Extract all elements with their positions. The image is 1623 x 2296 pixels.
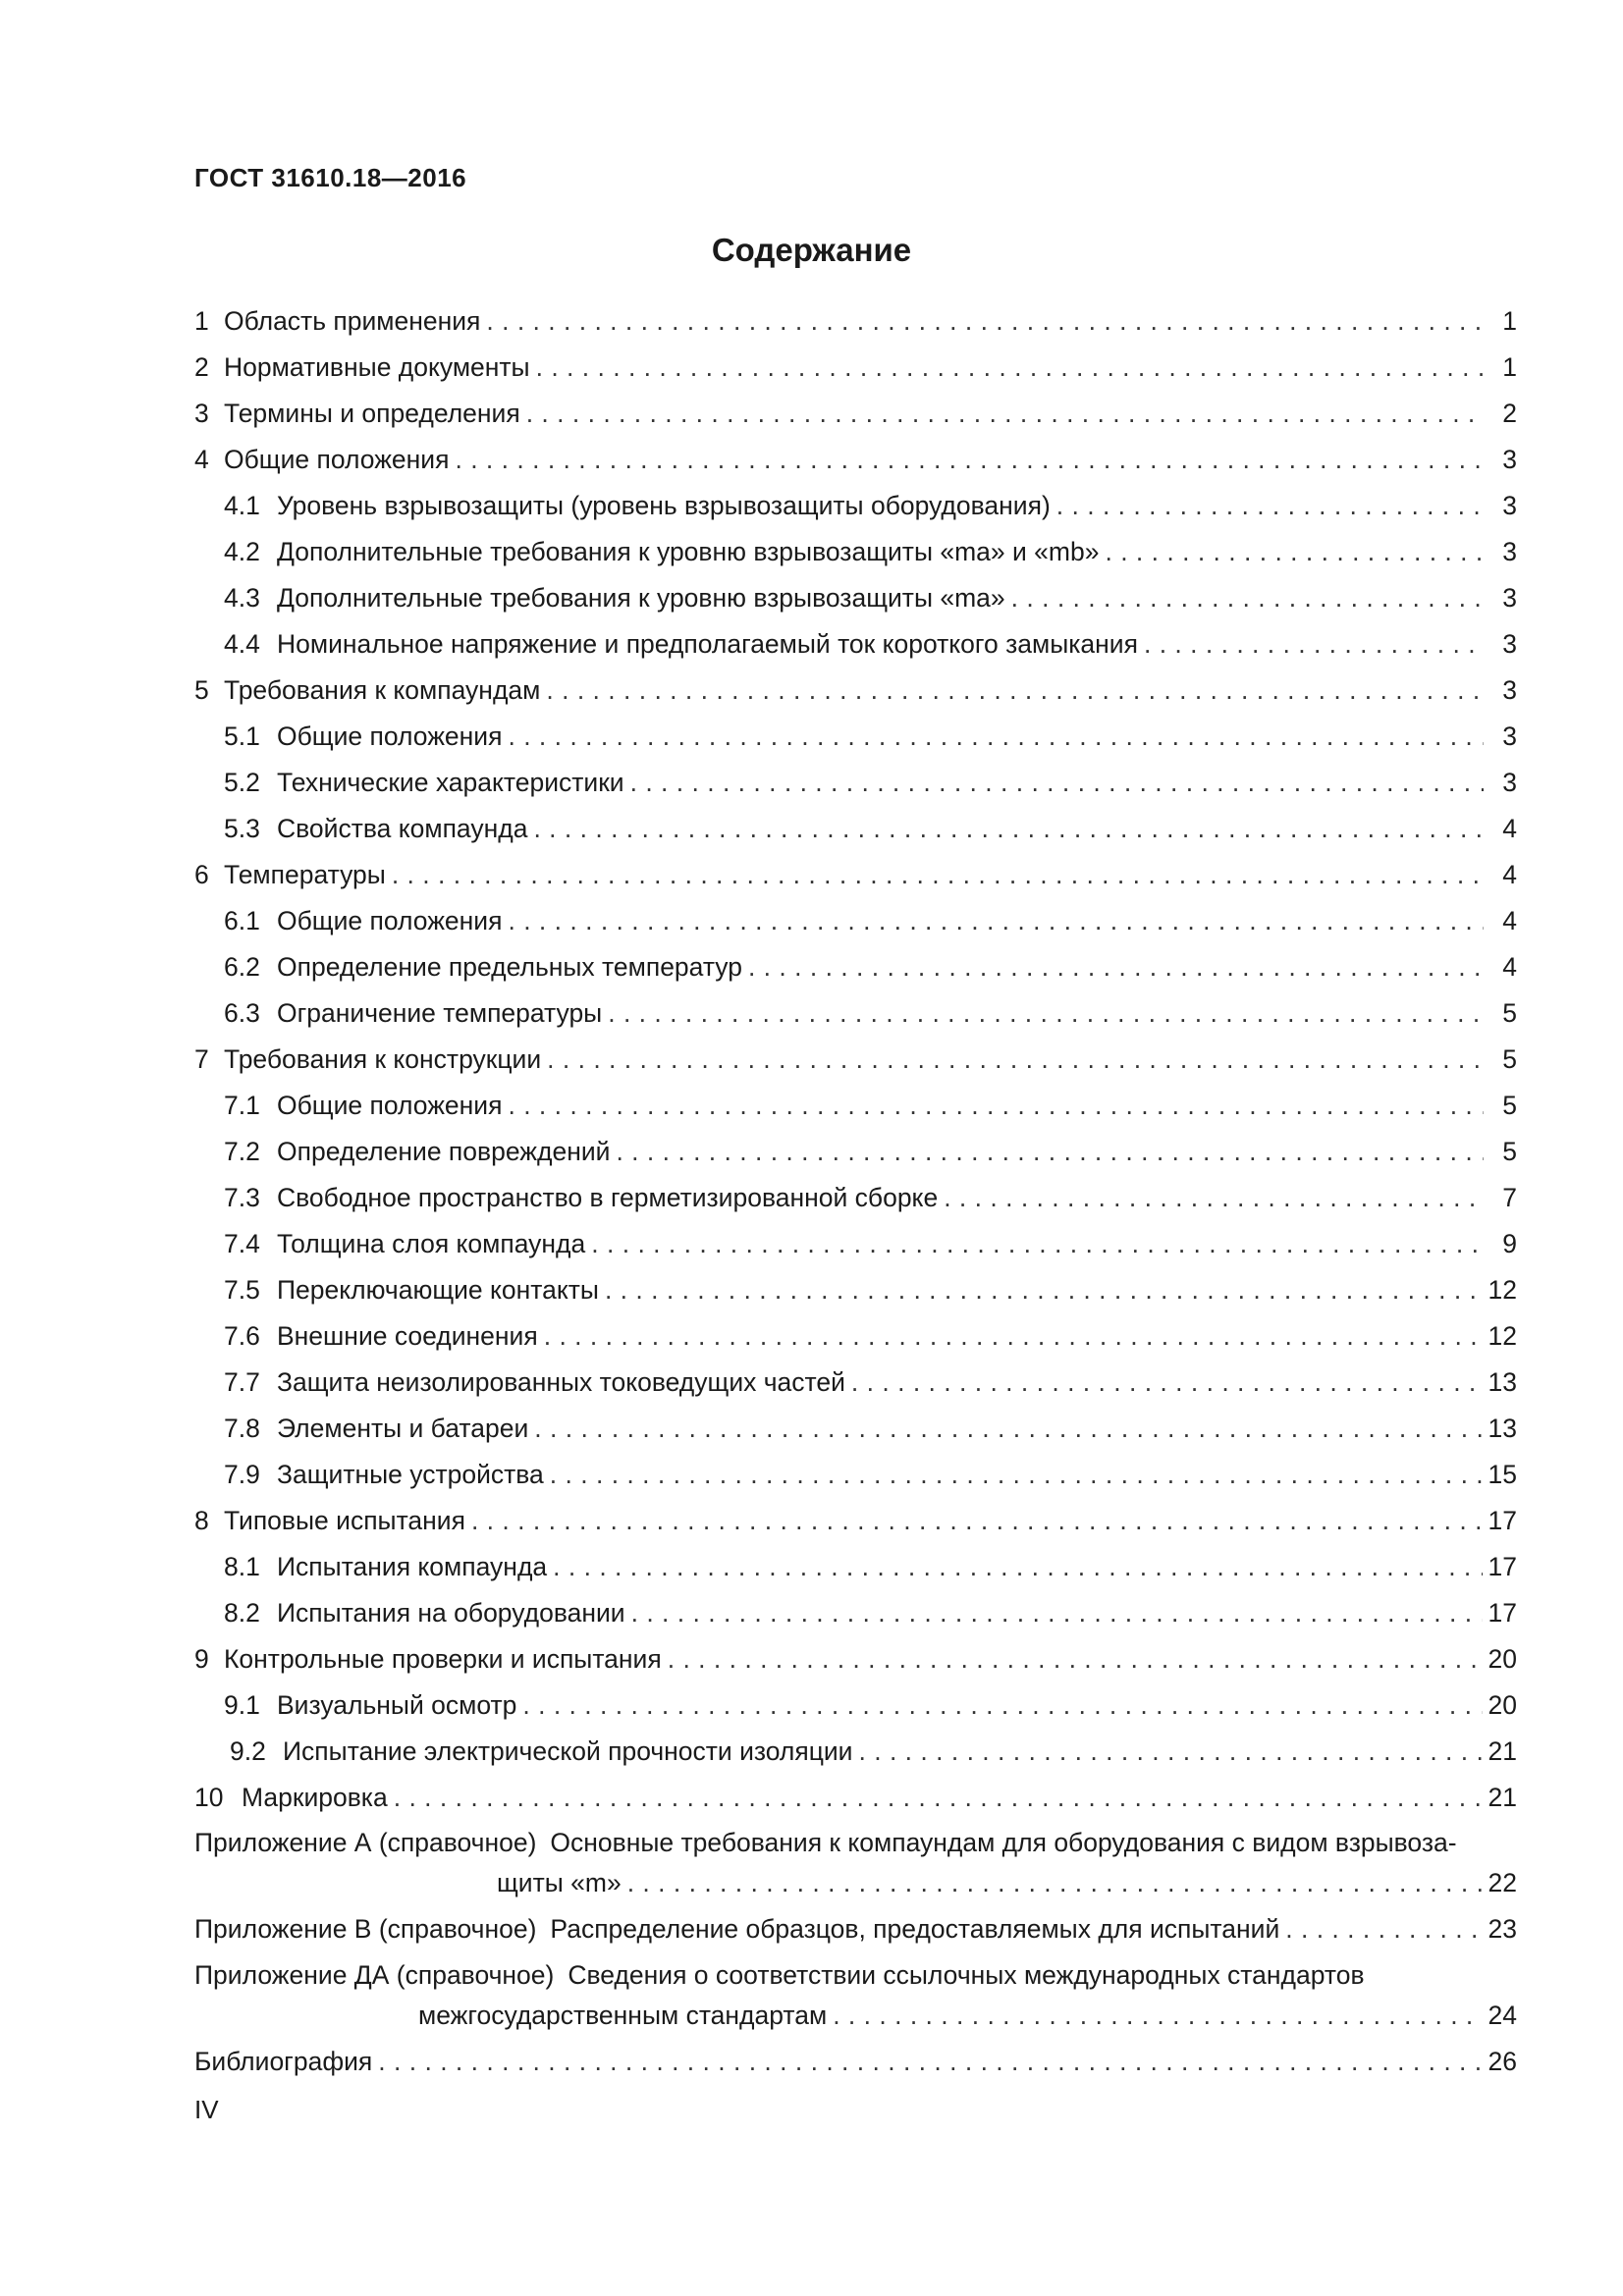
toc-label: Температуры: [224, 860, 386, 889]
toc-label: Контрольные проверки и испытания: [224, 1644, 662, 1674]
toc-row[interactable]: [194, 529, 1517, 575]
toc-label: Защита неизолированных токоведущих частей: [277, 1367, 845, 1397]
toc-row[interactable]: [194, 345, 1517, 391]
toc-page-number: 21: [1488, 1783, 1517, 1812]
toc-leader-dots: [944, 1175, 1484, 1221]
appendix-title: Распределение образцов, предоставляемых для испытаний: [550, 1914, 1280, 1944]
toc-rows: [194, 298, 1517, 1821]
toc-number: 7.2: [224, 1137, 260, 1166]
toc-number: 8: [194, 1506, 209, 1535]
toc-page-number: 17: [1488, 1552, 1517, 1581]
toc-leader-dots: [748, 944, 1484, 990]
toc-label: Испытания компаунда: [277, 1552, 548, 1581]
toc-leader-dots: [553, 1544, 1482, 1590]
toc-row[interactable]: [194, 1406, 1517, 1452]
toc-leader-dots: [392, 852, 1484, 898]
toc-page-number: 3: [1502, 768, 1517, 797]
toc-number: 4.4: [224, 629, 260, 659]
toc-number: 6.2: [224, 952, 260, 982]
toc-page-number: 17: [1488, 1506, 1517, 1535]
toc-number: 6.1: [224, 906, 260, 935]
toc-page-number: 5: [1502, 1091, 1517, 1120]
toc-label: Внешние соединения: [277, 1321, 538, 1351]
toc-number: 9: [194, 1644, 209, 1674]
toc-page-number: 1: [1502, 306, 1517, 336]
toc-number: 9.2: [230, 1736, 266, 1766]
appendix-prefix: Приложение А (справочное): [194, 1828, 537, 1857]
toc-leader-dots: [550, 1452, 1483, 1498]
toc-page-number: 2: [1502, 399, 1517, 428]
toc-page-number: 3: [1502, 629, 1517, 659]
toc-row[interactable]: [194, 1313, 1517, 1360]
appendix-title-cont: межгосударственным стандартам: [418, 2001, 828, 2030]
toc-number: 7.6: [224, 1321, 260, 1351]
toc-row[interactable]: [194, 1636, 1517, 1682]
toc-page-number: 9: [1502, 1229, 1517, 1258]
toc-leader-dots: [1056, 483, 1484, 529]
toc-number: 9.1: [224, 1690, 260, 1720]
toc-label: Свободное пространство в герметизированной сборке: [277, 1183, 939, 1212]
toc-page-number: 23: [1488, 1914, 1517, 1944]
toc-number: 5.1: [224, 721, 260, 751]
toc-number: 5.3: [224, 814, 260, 843]
toc-row[interactable]: [194, 1037, 1517, 1083]
toc-page-number: 1: [1502, 352, 1517, 382]
toc-label: Переключающие контакты: [277, 1275, 599, 1305]
toc-leader-dots: [631, 1590, 1483, 1636]
toc-row[interactable]: [194, 944, 1517, 990]
toc-row[interactable]: [194, 1729, 1517, 1775]
toc-label: Ограничение температуры: [277, 998, 603, 1028]
toc-row[interactable]: [194, 898, 1517, 944]
toc-page-number: 3: [1502, 537, 1517, 566]
toc-number: 10: [194, 1783, 224, 1812]
toc-leader-dots: [859, 1729, 1483, 1775]
toc-label: Библиография: [194, 2047, 373, 2076]
toc-row[interactable]: [194, 667, 1517, 714]
toc-row[interactable]: [194, 852, 1517, 898]
toc-page-number: 20: [1488, 1690, 1517, 1720]
toc-page-number: 26: [1488, 2047, 1517, 2076]
toc-row[interactable]: [194, 1590, 1517, 1636]
toc-page-number: 13: [1488, 1367, 1517, 1397]
toc-page-number: 12: [1488, 1321, 1517, 1351]
toc-row-appendix[interactable]: [194, 1955, 1517, 2036]
toc-number: 3: [194, 399, 209, 428]
toc-leader-dots: [608, 990, 1484, 1037]
toc-row[interactable]: [194, 1175, 1517, 1221]
toc-page-number: 3: [1502, 491, 1517, 520]
toc-row[interactable]: [194, 1544, 1517, 1590]
toc-label: Определение предельных температур: [277, 952, 742, 982]
toc-leader-dots: [486, 298, 1484, 345]
toc-leader-dots: [536, 345, 1484, 391]
toc-row[interactable]: [194, 483, 1517, 529]
toc-leader-dots: [851, 1360, 1483, 1406]
toc-leader-dots: [546, 667, 1484, 714]
toc-number: 8.1: [224, 1552, 260, 1581]
toc-number: 7.1: [224, 1091, 260, 1120]
toc-page-number: 3: [1502, 721, 1517, 751]
toc-number: 7.3: [224, 1183, 260, 1212]
toc-leader-dots: [534, 1406, 1482, 1452]
toc-page-number: 15: [1488, 1460, 1517, 1489]
toc-row-appendix[interactable]: [194, 1823, 1517, 1903]
toc-label: Элементы и батареи: [277, 1414, 529, 1443]
toc-page-number: 5: [1502, 1137, 1517, 1166]
toc-page-number: 7: [1502, 1183, 1517, 1212]
toc-label: Термины и определения: [224, 399, 520, 428]
toc-label: Уровень взрывозащиты (уровень взрывозащиты оборудования): [277, 491, 1051, 520]
toc-leader-dots: [378, 2039, 1482, 2085]
toc-row[interactable]: [194, 990, 1517, 1037]
toc-row[interactable]: [194, 1129, 1517, 1175]
toc-label: Испытания на оборудовании: [277, 1598, 625, 1628]
toc-leader-dots: [508, 898, 1484, 944]
toc-number: 6: [194, 860, 209, 889]
toc-number: 6.3: [224, 998, 260, 1028]
toc-label: Номинальное напряжение и предполагаемый ток короткого замыкания: [277, 629, 1138, 659]
toc-page-number: 22: [1488, 1868, 1517, 1897]
toc-page-number: 12: [1488, 1275, 1517, 1305]
toc-page-number: 13: [1488, 1414, 1517, 1443]
toc-leader-dots: [605, 1267, 1483, 1313]
toc-page-number: 4: [1502, 952, 1517, 982]
toc-page-number: 20: [1488, 1644, 1517, 1674]
toc-leader-dots: [616, 1129, 1484, 1175]
toc-number: 2: [194, 352, 209, 382]
toc-number: 7.4: [224, 1229, 260, 1258]
toc-row-appendix[interactable]: [194, 1906, 1517, 1952]
toc-label: Свойства компаунда: [277, 814, 528, 843]
toc-leader-dots: [508, 714, 1484, 760]
toc-row[interactable]: [194, 1452, 1517, 1498]
toc-leader-dots: [522, 1682, 1482, 1729]
toc-row[interactable]: [194, 714, 1517, 760]
toc-label: Определение повреждений: [277, 1137, 611, 1166]
toc-label: Технические характеристики: [277, 768, 624, 797]
toc-number: 7.5: [224, 1275, 260, 1305]
toc-number: 4.1: [224, 491, 260, 520]
toc-label: Дополнительные требования к уровню взрывозащиты «ma» и «mb»: [277, 537, 1100, 566]
toc-number: 4.3: [224, 583, 260, 613]
toc-number: 7: [194, 1044, 209, 1074]
toc-page-number: 4: [1502, 814, 1517, 843]
toc-label: Защитные устройства: [277, 1460, 544, 1489]
toc-leader-dots: [394, 1775, 1483, 1821]
toc-leader-dots: [833, 1996, 1482, 2036]
toc-page-number: 5: [1502, 998, 1517, 1028]
toc-label: Общие положения: [277, 721, 503, 751]
toc-label: Требования к компаундам: [224, 675, 541, 705]
toc-leader-dots: [455, 437, 1484, 483]
toc-label: Маркировка: [242, 1783, 388, 1812]
toc-leader-dots: [1144, 621, 1484, 667]
toc-leader-dots: [1011, 575, 1484, 621]
appendix-rows: [194, 1823, 1517, 2036]
toc-page-number: 3: [1502, 675, 1517, 705]
page-title: Содержание: [711, 232, 912, 268]
toc-label: Требования к конструкции: [224, 1044, 542, 1074]
toc-row[interactable]: [194, 298, 1517, 345]
toc-label: Визуальный осмотр: [277, 1690, 517, 1720]
toc-leader-dots: [1285, 1906, 1482, 1952]
document-code: ГОСТ 31610.18—2016: [194, 163, 467, 192]
toc-leader-dots: [508, 1083, 1484, 1129]
toc-page-number: 4: [1502, 860, 1517, 889]
toc-label: Толщина слоя компаунда: [277, 1229, 586, 1258]
toc-label: Дополнительные требования к уровню взрывозащиты «ma»: [277, 583, 1005, 613]
page-number-footer: IV: [194, 2095, 219, 2124]
toc-leader-dots: [544, 1313, 1483, 1360]
toc-row[interactable]: [194, 575, 1517, 621]
toc-number: 4: [194, 445, 209, 474]
toc-label: Типовые испытания: [224, 1506, 465, 1535]
toc-row[interactable]: [194, 1267, 1517, 1313]
toc-leader-dots: [627, 1863, 1483, 1903]
toc-row[interactable]: [194, 760, 1517, 806]
toc-row[interactable]: [194, 1682, 1517, 1729]
toc-row[interactable]: [194, 437, 1517, 483]
toc-row[interactable]: [194, 1498, 1517, 1544]
toc-row[interactable]: [194, 806, 1517, 852]
toc-number: 1: [194, 306, 209, 336]
toc-label: Область применения: [224, 306, 481, 336]
toc-label: Нормативные документы: [224, 352, 530, 382]
toc-number: 4.2: [224, 537, 260, 566]
toc-page-number: 17: [1488, 1598, 1517, 1628]
toc-number: 7.7: [224, 1367, 260, 1397]
toc-number: 7.8: [224, 1414, 260, 1443]
appendix-title: Основные требования к компаундам для оборудования с видом взрывоза-: [550, 1828, 1457, 1857]
appendix-title-cont: щиты «m»: [497, 1868, 622, 1897]
toc-leader-dots: [1105, 529, 1484, 575]
toc-page-number: 24: [1488, 2001, 1517, 2030]
toc-row[interactable]: [194, 1221, 1517, 1267]
toc-page-number: 5: [1502, 1044, 1517, 1074]
toc-row[interactable]: [194, 1083, 1517, 1129]
toc-page-number: 3: [1502, 583, 1517, 613]
appendix-prefix: Приложение В (справочное): [194, 1914, 537, 1944]
toc-leader-dots: [471, 1498, 1483, 1544]
toc-number: 5.2: [224, 768, 260, 797]
toc-leader-dots: [630, 760, 1484, 806]
table-of-contents: [194, 298, 1517, 2085]
toc-row-bibliography[interactable]: [194, 2039, 1517, 2085]
toc-number: 7.9: [224, 1460, 260, 1489]
toc-leader-dots: [526, 391, 1484, 437]
toc-page-number: 21: [1488, 1736, 1517, 1766]
toc-page-number: 4: [1502, 906, 1517, 935]
appendix-prefix: Приложение ДА (справочное): [194, 1960, 555, 1990]
toc-number: 8.2: [224, 1598, 260, 1628]
toc-row[interactable]: [194, 1775, 1517, 1821]
toc-leader-dots: [591, 1221, 1484, 1267]
toc-number: 5: [194, 675, 209, 705]
toc-row[interactable]: [194, 621, 1517, 667]
toc-label: Общие положения: [277, 906, 503, 935]
toc-leader-dots: [668, 1636, 1483, 1682]
toc-row[interactable]: [194, 1360, 1517, 1406]
toc-label: Общие положения: [277, 1091, 503, 1120]
toc-row[interactable]: [194, 391, 1517, 437]
toc-page-number: 3: [1502, 445, 1517, 474]
toc-label: Общие положения: [224, 445, 450, 474]
toc-label: Испытание электрической прочности изоляции: [283, 1736, 853, 1766]
toc-leader-dots: [533, 806, 1484, 852]
toc-leader-dots: [547, 1037, 1484, 1083]
appendix-title: Сведения о соответствии ссылочных международных стандартов: [568, 1960, 1365, 1990]
